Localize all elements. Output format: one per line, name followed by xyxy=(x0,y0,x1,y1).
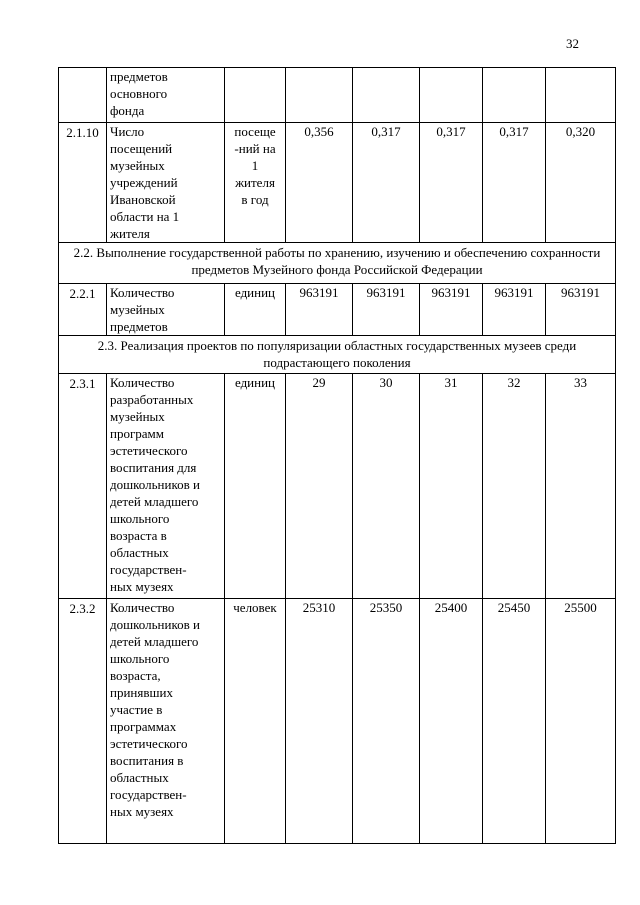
indicator-name: Количество дошкольников и детей младшего школьного возраста, принявших участие в программах эстетического воспитания в областных государствен- ных музеях xyxy=(107,599,225,844)
value-cell: 33 xyxy=(546,374,616,599)
row-number: 2.3.1 xyxy=(59,374,107,599)
unit-cell: посеще -ний на 1 жителя в год xyxy=(225,123,286,243)
value-cell: 25400 xyxy=(420,599,483,844)
table-row xyxy=(59,68,616,123)
value-cell: 30 xyxy=(353,374,420,599)
unit-cell: единиц xyxy=(225,284,286,336)
table-row xyxy=(59,599,616,844)
value-cell: 29 xyxy=(286,374,353,599)
value-cell xyxy=(483,68,546,123)
value-cell: 963191 xyxy=(353,284,420,336)
value-cell: 0,320 xyxy=(546,123,616,243)
value-cell: 25350 xyxy=(353,599,420,844)
value-cell xyxy=(286,68,353,123)
unit-cell xyxy=(225,68,286,123)
value-cell: 25310 xyxy=(286,599,353,844)
value-cell xyxy=(420,68,483,123)
value-cell xyxy=(546,68,616,123)
unit-cell: единиц xyxy=(225,374,286,599)
table-row xyxy=(59,374,616,599)
value-cell: 963191 xyxy=(483,284,546,336)
indicator-name: предметов основного фонда xyxy=(107,68,225,123)
unit-cell: человек xyxy=(225,599,286,844)
value-cell: 32 xyxy=(483,374,546,599)
indicators-table xyxy=(58,67,616,844)
value-cell: 25450 xyxy=(483,599,546,844)
value-cell: 0,317 xyxy=(353,123,420,243)
value-cell: 963191 xyxy=(546,284,616,336)
table-row xyxy=(59,123,616,243)
row-number: 2.1.10 xyxy=(59,123,107,243)
row-number: 2.3.2 xyxy=(59,599,107,844)
table-row xyxy=(59,284,616,336)
row-number xyxy=(59,68,107,123)
value-cell: 31 xyxy=(420,374,483,599)
value-cell: 0,356 xyxy=(286,123,353,243)
page-number: 32 xyxy=(566,36,579,51)
value-cell: 25500 xyxy=(546,599,616,844)
value-cell xyxy=(353,68,420,123)
section-row xyxy=(59,243,616,284)
indicator-name: Количество разработанных музейных программ эстетического воспитания для дошкольников и детей младшего школьного возраста в областных государствен- ных музеях xyxy=(107,374,225,599)
indicator-name: Количество музейных предметов xyxy=(107,284,225,336)
value-cell: 0,317 xyxy=(420,123,483,243)
table-body xyxy=(59,68,616,844)
section-heading: 2.2. Выполнение государственной работы по хранению, изучению и обеспечению сохранности предметов Музейного фонда Российской Федерации xyxy=(59,243,616,284)
section-heading: 2.3. Реализация проектов по популяризации областных государственных музеев среди подрастающего поколения xyxy=(59,336,616,374)
value-cell: 0,317 xyxy=(483,123,546,243)
value-cell: 963191 xyxy=(420,284,483,336)
value-cell: 963191 xyxy=(286,284,353,336)
row-number: 2.2.1 xyxy=(59,284,107,336)
section-row xyxy=(59,336,616,374)
indicator-name: Число посещений музейных учреждений Ивановской области на 1 жителя xyxy=(107,123,225,243)
